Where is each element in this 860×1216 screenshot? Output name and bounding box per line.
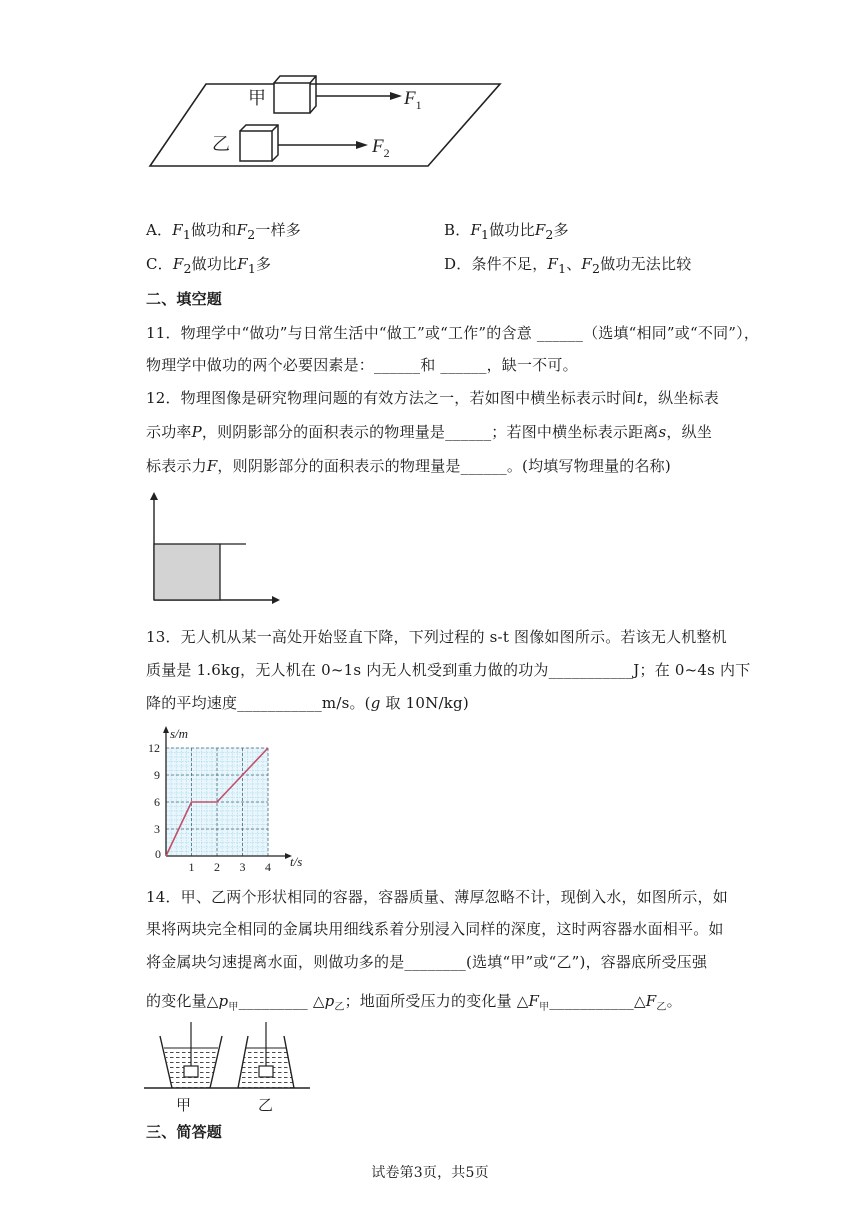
q12-line3: 标表示力F，则阴影部分的面积表示的物理量是______。(均填写物理量的名称) bbox=[146, 457, 671, 475]
q14-line3: 将金属块匀速提离水面，则做功多的是________(选填“甲”或“乙”)，容器底所受压强 bbox=[146, 953, 708, 971]
option-a[interactable]: A．$F_1$做功和$F_2$一样多 bbox=[146, 221, 301, 242]
q14-line2: 果将两块完全相同的金属块用细线系着分别浸入同样的深度，这时两容器水面相平。如 bbox=[146, 920, 724, 938]
page-footer: 试卷第3页，共5页 bbox=[371, 1165, 489, 1181]
svg-text:F2 bbox=[371, 136, 390, 160]
y-axis-label: s/m bbox=[170, 726, 189, 741]
container-label-jia: 甲 bbox=[176, 1098, 192, 1114]
q14-line1: 14．甲、乙两个形状相同的容器，容器质量、薄厚忽略不计，现倒入水，如图所示，如 bbox=[146, 888, 728, 906]
container-label-yi: 乙 bbox=[258, 1098, 274, 1114]
y-tick-label: 12 bbox=[148, 741, 160, 755]
q13-line3: 降的平均速度___________m/s。(g 取 10N/kg) bbox=[146, 694, 469, 712]
x-tick-label: 4 bbox=[265, 860, 271, 872]
label-f2: F bbox=[372, 136, 384, 157]
label-yi: 乙 bbox=[212, 134, 230, 154]
container-yi bbox=[238, 1022, 294, 1088]
x-axis-label: t/s bbox=[290, 854, 303, 869]
q14-line4: 的变化量$\triangle p_甲\_\_\_\_\_\_\_\_\_$ $\triangle p_乙$；地面所受压力的变化量 $\triangle F_甲\_\_\_\_\_\_\_\_\_\_\_\triangle F_乙$。 bbox=[146, 992, 682, 1013]
option-d[interactable]: D．条件不足，$F_1$、$F_2$做功无法比较 bbox=[444, 255, 692, 276]
q12-line2: 示功率P，则阴影部分的面积表示的物理量是______；若图中横坐标表示距离s，纵坐 bbox=[146, 423, 713, 441]
q13-line1: 13．无人机从某一高处开始竖直下降，下列过程的 s-t 图像如图所示。若该无人机整机 bbox=[146, 628, 727, 646]
y-tick-label: 6 bbox=[154, 795, 160, 809]
containers-figure bbox=[140, 1020, 320, 1116]
label-f2-sub: 2 bbox=[383, 146, 390, 160]
shaded-area-graph bbox=[140, 490, 290, 608]
x-tick-label: 0 bbox=[155, 847, 161, 861]
shaded-region bbox=[154, 544, 220, 600]
label-jia: 甲 bbox=[248, 88, 266, 108]
q11-line1: 11．物理学中“做功”与日常生活中“做工”或“工作”的含意 ______（选填“相同”或“不同”）， bbox=[146, 324, 760, 342]
force-diagram-figure bbox=[140, 68, 510, 172]
option-c[interactable]: C．$F_2$做功比$F_1$多 bbox=[146, 255, 272, 276]
label-f1-sub: 1 bbox=[415, 98, 422, 112]
q13-line2: 质量是 1.6kg，无人机在 0~1s 内无人机受到重力做的功为___________J；在 0~4s 内下 bbox=[146, 661, 751, 679]
x-tick-label: 3 bbox=[239, 860, 246, 872]
y-axis-arrow bbox=[163, 726, 169, 733]
s-t-chart bbox=[140, 724, 310, 872]
x-tick-label: 2 bbox=[214, 860, 220, 872]
section-title-short-answer: 三、简答题 bbox=[146, 1123, 223, 1141]
section-title-fill-in: 二、填空题 bbox=[146, 290, 223, 308]
option-b[interactable]: B．$F_1$做功比$F_2$多 bbox=[444, 221, 569, 242]
y-tick-label: 9 bbox=[154, 768, 160, 782]
x-tick-label: 1 bbox=[188, 860, 195, 872]
y-tick-label: 3 bbox=[154, 822, 160, 836]
block-jia bbox=[274, 76, 316, 113]
container-jia bbox=[160, 1022, 222, 1088]
label-f1: F bbox=[404, 88, 416, 109]
block-yi bbox=[240, 125, 278, 161]
q12-line1: 12．物理图像是研究物理问题的有效方法之一，若如图中横坐标表示时间t，纵坐标表 bbox=[146, 389, 719, 407]
svg-text:F1 bbox=[403, 88, 422, 112]
q11-line2: 物理学中做功的两个必要因素是：______和 ______，缺一不可。 bbox=[146, 356, 578, 374]
